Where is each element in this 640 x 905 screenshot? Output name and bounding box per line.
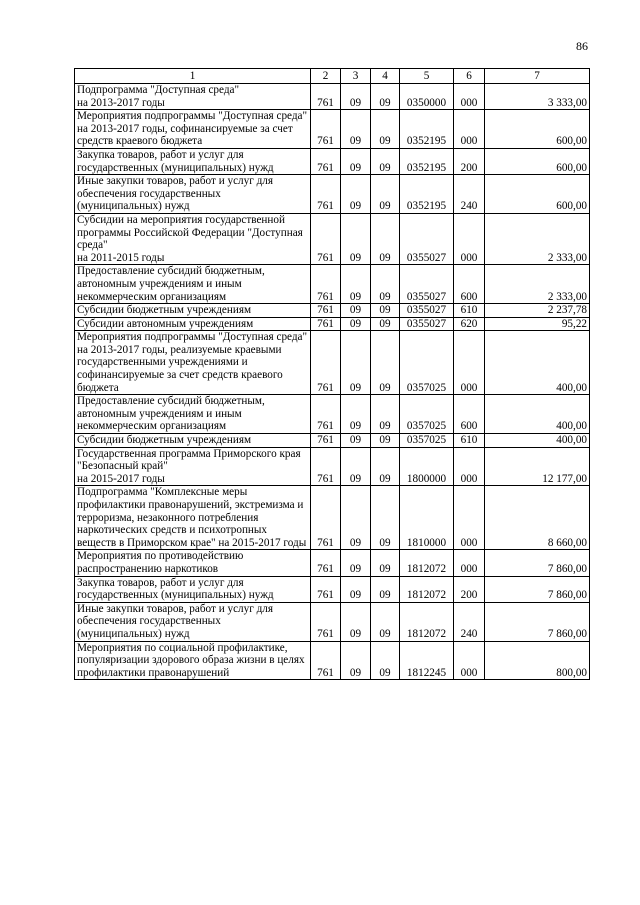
amount-cell: 600,00 <box>485 110 590 149</box>
row-name-cell: Мероприятия подпрограммы "Доступная среда" на 2013-2017 годы, реализуемые краевыми государственными учреждениями и софинансируемые за счет средств краевого бюджета <box>75 331 311 395</box>
ministry-code-cell: 761 <box>311 447 341 486</box>
section-code-cell: 09 <box>341 304 371 318</box>
section-code-cell: 09 <box>341 550 371 576</box>
row-name-cell: Иные закупки товаров, работ и услуг для обеспечения государственных (муниципальных) нужд <box>75 175 311 214</box>
amount-cell: 3 333,00 <box>485 84 590 110</box>
target-article-cell: 1812072 <box>400 550 454 576</box>
table-row <box>75 265 590 304</box>
expense-type-cell: 000 <box>454 84 485 110</box>
expense-type-cell: 200 <box>454 148 485 174</box>
row-name-cell: Государственная программа Приморского края "Безопасный край" на 2015-2017 годы <box>75 447 311 486</box>
expense-type-cell: 000 <box>454 550 485 576</box>
expense-type-cell: 000 <box>454 110 485 149</box>
amount-cell: 8 660,00 <box>485 486 590 550</box>
row-name-cell: Субсидии бюджетным учреждениям <box>75 304 311 318</box>
subsection-code-cell: 09 <box>371 265 400 304</box>
table-row <box>75 331 590 395</box>
target-article-cell: 0357025 <box>400 331 454 395</box>
subsection-code-cell: 09 <box>371 486 400 550</box>
section-code-cell: 09 <box>341 486 371 550</box>
amount-cell: 7 860,00 <box>485 576 590 602</box>
row-name-cell: Подпрограмма "Комплексные меры профилактики правонарушений, экстремизма и терроризма, незаконного потребления наркотических средств и психотропных веществ в Приморском крае" на 2015-2017 годы <box>75 486 311 550</box>
expense-type-cell: 240 <box>454 175 485 214</box>
row-name-cell: Закупка товаров, работ и услуг для государственных (муниципальных) нужд <box>75 576 311 602</box>
subsection-code-cell: 09 <box>371 84 400 110</box>
section-code-cell: 09 <box>341 602 371 641</box>
amount-cell: 800,00 <box>485 641 590 680</box>
section-code-cell: 09 <box>341 175 371 214</box>
amount-cell: 400,00 <box>485 434 590 448</box>
table-row <box>75 213 590 264</box>
subsection-code-cell: 09 <box>371 602 400 641</box>
amount-cell: 600,00 <box>485 175 590 214</box>
section-code-cell: 09 <box>341 576 371 602</box>
amount-cell: 2 237,78 <box>485 304 590 318</box>
table-row <box>75 148 590 174</box>
ministry-code-cell: 761 <box>311 602 341 641</box>
row-name-cell: Иные закупки товаров, работ и услуг для обеспечения государственных (муниципальных) нужд <box>75 602 311 641</box>
amount-cell: 12 177,00 <box>485 447 590 486</box>
budget-table <box>74 68 590 680</box>
expense-type-cell: 610 <box>454 304 485 318</box>
table-row <box>75 550 590 576</box>
target-article-cell: 0355027 <box>400 265 454 304</box>
section-code-cell: 09 <box>341 110 371 149</box>
header-cell: 2 <box>311 69 341 84</box>
page-number: 86 <box>576 39 588 53</box>
target-article-cell: 0355027 <box>400 304 454 318</box>
target-article-cell: 1812072 <box>400 576 454 602</box>
row-name-cell: Мероприятия по социальной профилактике, популяризации здорового образа жизни в целях профилактики правонарушений <box>75 641 311 680</box>
target-article-cell: 1810000 <box>400 486 454 550</box>
ministry-code-cell: 761 <box>311 576 341 602</box>
expense-type-cell: 600 <box>454 265 485 304</box>
row-name-cell: Субсидии автономным учреждениям <box>75 317 311 331</box>
row-name-cell: Предоставление субсидий бюджетным, автономным учреждениям и иным некоммерческим организациям <box>75 265 311 304</box>
amount-cell: 7 860,00 <box>485 550 590 576</box>
ministry-code-cell: 761 <box>311 434 341 448</box>
section-code-cell: 09 <box>341 434 371 448</box>
amount-cell: 400,00 <box>485 395 590 434</box>
amount-cell: 2 333,00 <box>485 265 590 304</box>
section-code-cell: 09 <box>341 641 371 680</box>
ministry-code-cell: 761 <box>311 110 341 149</box>
target-article-cell: 0357025 <box>400 434 454 448</box>
section-code-cell: 09 <box>341 265 371 304</box>
amount-cell: 600,00 <box>485 148 590 174</box>
subsection-code-cell: 09 <box>371 304 400 318</box>
target-article-cell: 1812245 <box>400 641 454 680</box>
subsection-code-cell: 09 <box>371 110 400 149</box>
ministry-code-cell: 761 <box>311 317 341 331</box>
target-article-cell: 0357025 <box>400 395 454 434</box>
target-article-cell: 0350000 <box>400 84 454 110</box>
subsection-code-cell: 09 <box>371 331 400 395</box>
header-cell: 3 <box>341 69 371 84</box>
header-cell: 5 <box>400 69 454 84</box>
section-code-cell: 09 <box>341 395 371 434</box>
table-row <box>75 641 590 680</box>
subsection-code-cell: 09 <box>371 317 400 331</box>
subsection-code-cell: 09 <box>371 213 400 264</box>
target-article-cell: 1812072 <box>400 602 454 641</box>
header-cell: 4 <box>371 69 400 84</box>
row-name-cell: Закупка товаров, работ и услуг для государственных (муниципальных) нужд <box>75 148 311 174</box>
target-article-cell: 0355027 <box>400 317 454 331</box>
expense-type-cell: 240 <box>454 602 485 641</box>
ministry-code-cell: 761 <box>311 213 341 264</box>
ministry-code-cell: 761 <box>311 304 341 318</box>
table-row <box>75 395 590 434</box>
row-name-cell: Подпрограмма "Доступная среда" на 2013-2017 годы <box>75 84 311 110</box>
section-code-cell: 09 <box>341 447 371 486</box>
target-article-cell: 0352195 <box>400 175 454 214</box>
table-row <box>75 317 590 331</box>
section-code-cell: 09 <box>341 84 371 110</box>
table-row <box>75 576 590 602</box>
table-row <box>75 304 590 318</box>
ministry-code-cell: 761 <box>311 486 341 550</box>
section-code-cell: 09 <box>341 317 371 331</box>
subsection-code-cell: 09 <box>371 434 400 448</box>
section-code-cell: 09 <box>341 148 371 174</box>
expense-type-cell: 610 <box>454 434 485 448</box>
table-header-row <box>75 69 590 84</box>
table-row <box>75 84 590 110</box>
subsection-code-cell: 09 <box>371 175 400 214</box>
expense-type-cell: 000 <box>454 486 485 550</box>
expense-type-cell: 000 <box>454 331 485 395</box>
expense-type-cell: 600 <box>454 395 485 434</box>
section-code-cell: 09 <box>341 213 371 264</box>
row-name-cell: Предоставление субсидий бюджетным, автономным учреждениям и иным некоммерческим организациям <box>75 395 311 434</box>
row-name-cell: Мероприятия по противодействию распространению наркотиков <box>75 550 311 576</box>
expense-type-cell: 000 <box>454 447 485 486</box>
row-name-cell: Субсидии на мероприятия государственной программы Российской Федерации "Доступная среда" на 2011-2015 годы <box>75 213 311 264</box>
row-name-cell: Мероприятия подпрограммы "Доступная среда" на 2013-2017 годы, софинансируемые за счет средств краевого бюджета <box>75 110 311 149</box>
table-row <box>75 602 590 641</box>
ministry-code-cell: 761 <box>311 84 341 110</box>
expense-type-cell: 000 <box>454 641 485 680</box>
table-row <box>75 175 590 214</box>
amount-cell: 2 333,00 <box>485 213 590 264</box>
target-article-cell: 0352195 <box>400 110 454 149</box>
ministry-code-cell: 761 <box>311 331 341 395</box>
amount-cell: 7 860,00 <box>485 602 590 641</box>
section-code-cell: 09 <box>341 331 371 395</box>
table-row <box>75 486 590 550</box>
ministry-code-cell: 761 <box>311 641 341 680</box>
table-row <box>75 110 590 149</box>
ministry-code-cell: 761 <box>311 175 341 214</box>
header-cell: 6 <box>454 69 485 84</box>
expense-type-cell: 620 <box>454 317 485 331</box>
row-name-cell: Субсидии бюджетным учреждениям <box>75 434 311 448</box>
ministry-code-cell: 761 <box>311 148 341 174</box>
header-cell: 7 <box>485 69 590 84</box>
ministry-code-cell: 761 <box>311 550 341 576</box>
target-article-cell: 0355027 <box>400 213 454 264</box>
amount-cell: 95,22 <box>485 317 590 331</box>
table-row <box>75 434 590 448</box>
subsection-code-cell: 09 <box>371 148 400 174</box>
table-row <box>75 447 590 486</box>
subsection-code-cell: 09 <box>371 395 400 434</box>
amount-cell: 400,00 <box>485 331 590 395</box>
expense-type-cell: 200 <box>454 576 485 602</box>
expense-type-cell: 000 <box>454 213 485 264</box>
ministry-code-cell: 761 <box>311 265 341 304</box>
subsection-code-cell: 09 <box>371 576 400 602</box>
ministry-code-cell: 761 <box>311 395 341 434</box>
target-article-cell: 1800000 <box>400 447 454 486</box>
target-article-cell: 0352195 <box>400 148 454 174</box>
subsection-code-cell: 09 <box>371 447 400 486</box>
header-cell: 1 <box>75 69 311 84</box>
subsection-code-cell: 09 <box>371 641 400 680</box>
subsection-code-cell: 09 <box>371 550 400 576</box>
